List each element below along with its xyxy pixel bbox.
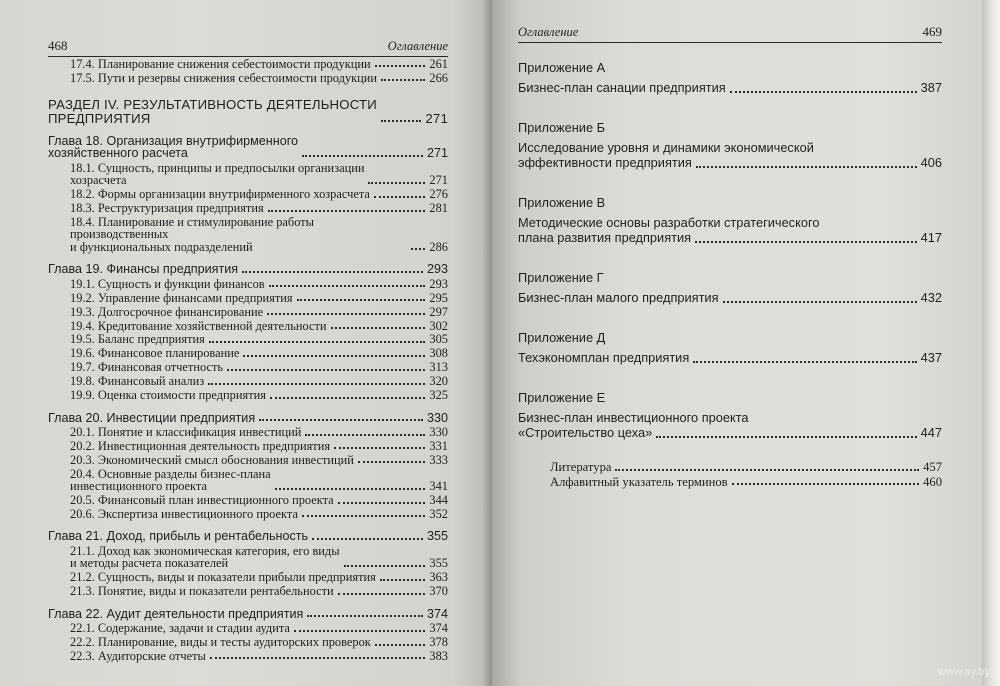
toc-appendix — [518, 270, 942, 306]
toc-page-number: 387 — [920, 80, 942, 95]
dot-leader — [411, 248, 425, 250]
appendix-label: Приложение Д — [518, 329, 606, 345]
toc-entry-title: Глава 20. Инвестиции предприятия — [48, 410, 256, 425]
toc-entry-title: 19.5. Баланс предприятия — [70, 332, 205, 347]
right-toc — [518, 60, 942, 490]
toc-subsection[interactable] — [48, 622, 448, 634]
appendix-title-line: Методические основы разработки стратегического — [518, 214, 820, 230]
dot-leader — [380, 579, 426, 581]
toc-page-number: 313 — [429, 360, 448, 375]
toc-entry-title: 20.1. Понятие и классификация инвестиций — [70, 425, 302, 440]
toc-page-number: 333 — [429, 452, 448, 467]
dot-leader — [305, 434, 425, 436]
toc-appendix — [518, 195, 942, 246]
toc-subsection[interactable] — [48, 508, 448, 520]
toc-entry-title: плана развития предприятия — [518, 229, 692, 245]
dot-leader — [267, 313, 425, 315]
appendix-title-line: Исследование уровня и динамики экономической — [518, 139, 814, 155]
toc-appendix — [518, 120, 942, 171]
toc-page-number: 378 — [429, 635, 448, 650]
toc-entry-title: 18.3. Реструктуризация предприятия — [70, 201, 264, 216]
toc-entry-title: 20.3. Экономический смысл обоснования инвестиций — [70, 452, 354, 467]
toc-page-number: 297 — [429, 304, 448, 319]
toc-chapter[interactable] — [48, 412, 448, 425]
toc-entry-title: 21.2. Сущность, виды и показатели прибыли предприятия — [70, 570, 376, 585]
toc-entry-title: 22.2. Планирование, виды и тесты аудиторских проверок — [70, 635, 371, 650]
dot-leader — [209, 341, 426, 343]
toc-subsection[interactable] — [48, 361, 448, 373]
dot-leader — [723, 301, 917, 303]
toc-page-number: 447 — [920, 424, 942, 440]
toc-entry-title: 19.9. Оценка стоимости предприятия — [70, 388, 266, 403]
dot-leader — [331, 327, 426, 329]
toc-page-number: 374 — [426, 606, 448, 621]
toc-entry-title: 18.1. Сущность, принципы и предпосылки организации хозрасчета — [70, 160, 365, 188]
dot-leader — [381, 79, 425, 81]
toc-appendix-entry[interactable] — [518, 290, 942, 306]
toc-subsection[interactable] — [48, 162, 448, 187]
toc-subsection[interactable] — [48, 585, 448, 597]
toc-entry-title: 18.4. Планирование и стимулирование работы производственных и функциональных подразделений — [70, 215, 314, 254]
toc-subsection[interactable] — [48, 545, 448, 570]
toc-page-number: 325 — [429, 388, 448, 403]
dot-leader — [334, 447, 425, 449]
toc-appendix — [518, 330, 942, 366]
toc-page-number: 266 — [429, 70, 448, 85]
toc-entry-title: Бизнес-план санации предприятия — [518, 80, 726, 95]
toc-page-number: 293 — [429, 276, 448, 291]
appendix-label: Приложение Б — [518, 119, 606, 135]
toc-entry-title: 19.4. Кредитование хозяйственной деятельности — [70, 318, 327, 333]
toc-subsection[interactable] — [48, 216, 448, 253]
toc-subsection[interactable] — [48, 292, 448, 304]
toc-page-number: 370 — [429, 584, 448, 599]
toc-entry-title: Техэкономплан предприятия — [518, 349, 690, 365]
dot-leader — [297, 299, 426, 301]
toc-page-number: 355 — [429, 556, 448, 571]
toc-page-number: 286 — [429, 239, 448, 254]
right-page — [492, 0, 982, 686]
toc-entry-title: 22.3. Аудиторские отчеты — [70, 649, 206, 664]
toc-subsection[interactable] — [48, 306, 448, 318]
toc-entry-title: 17.5. Пути и резервы снижения себестоимости продукции — [70, 70, 378, 85]
dot-leader — [730, 91, 917, 93]
toc-entry-title: 20.5. Финансовый план инвестиционного проекта — [70, 493, 334, 508]
toc-entry-title: 20.2. Инвестиционная деятельность предприятия — [70, 439, 331, 453]
appendix-label: Приложение Е — [518, 389, 606, 405]
toc-page-number: 406 — [920, 154, 942, 170]
toc-page-number: 355 — [426, 529, 448, 544]
toc-back-matter-entry[interactable] — [550, 461, 942, 474]
toc-entry-title: 19.7. Финансовая отчетность — [70, 360, 224, 375]
toc-entry-title: 22.1. Содержание, задачи и стадии аудита — [70, 621, 290, 636]
toc-entry-title: 19.6. Финансовое планирование — [70, 346, 240, 361]
dot-leader — [307, 615, 423, 617]
toc-entry-title: Литература — [550, 459, 612, 474]
toc-chapter[interactable] — [48, 530, 448, 543]
dot-leader — [375, 644, 426, 646]
toc-page-number: 271 — [425, 110, 448, 126]
dot-leader — [275, 488, 426, 490]
dot-leader — [208, 383, 425, 385]
toc-page-number: 331 — [429, 439, 448, 453]
toc-page-number: 341 — [429, 479, 448, 494]
toc-entry-title: Алфавитный указатель терминов — [550, 474, 728, 489]
toc-entry-title: Бизнес-план малого предприятия — [518, 289, 719, 305]
toc-chapter[interactable] — [48, 263, 448, 276]
toc-appendix-entry[interactable] — [518, 155, 942, 171]
left-toc — [48, 58, 448, 664]
toc-entry-title: Глава 22. Аудит деятельности предприятия — [48, 606, 304, 621]
dot-leader — [243, 355, 425, 357]
dot-leader — [375, 65, 426, 67]
toc-page-number: 261 — [429, 57, 448, 71]
dot-leader — [294, 630, 426, 632]
dot-leader — [374, 196, 425, 198]
right-running-header — [518, 24, 942, 43]
toc-page-number: 281 — [429, 201, 448, 216]
dot-leader — [615, 469, 919, 471]
toc-entry-title: Глава 19. Финансы предприятия — [48, 262, 239, 277]
toc-subsection[interactable] — [48, 636, 448, 648]
toc-entry-title: эффективности предприятия — [518, 154, 692, 170]
dot-leader — [242, 271, 423, 273]
toc-page-number: 320 — [429, 374, 448, 389]
toc-entry-title: 17.4. Планирование снижения себестоимости продукции — [70, 57, 371, 71]
toc-section[interactable] — [48, 98, 448, 124]
appendix-label: Приложение Г — [518, 269, 604, 285]
page-edge — [982, 0, 1000, 686]
toc-back-matter-entry[interactable] — [550, 476, 942, 489]
toc-subsection[interactable] — [48, 440, 448, 452]
dot-leader — [656, 436, 916, 438]
dot-leader — [302, 155, 423, 157]
toc-page-number: 383 — [429, 649, 448, 664]
toc-page-number: 374 — [429, 621, 448, 636]
toc-page-number: 271 — [426, 146, 448, 161]
toc-entry-title: 19.8. Финансовый анализ — [70, 374, 205, 389]
toc-entry-title: «Строительство цеха» — [518, 424, 653, 440]
dot-leader — [338, 502, 426, 504]
toc-entry-title: 21.1. Доход как экономическая категория, его виды и методы расчета показателей — [70, 544, 340, 571]
toc-page-number: 271 — [429, 173, 448, 188]
dot-leader — [269, 285, 426, 287]
left-running-title: Оглавление — [387, 39, 448, 53]
toc-page-number: 352 — [429, 507, 448, 522]
right-page-number: 469 — [922, 24, 942, 39]
toc-chapter[interactable] — [48, 608, 448, 621]
toc-page-number: 276 — [429, 187, 448, 202]
toc-entry-title: 21.3. Понятие, виды и показатели рентабельности — [70, 584, 334, 599]
appendix-label: Приложение А — [518, 60, 606, 75]
toc-subsection[interactable] — [48, 333, 448, 345]
toc-page-number: 305 — [429, 332, 448, 347]
dot-leader — [358, 461, 425, 463]
toc-appendix-entry[interactable] — [518, 80, 942, 96]
toc-page-number: 344 — [429, 493, 448, 508]
toc-subsection[interactable] — [48, 571, 448, 583]
toc-page-number: 417 — [920, 229, 942, 245]
toc-subsection[interactable] — [48, 375, 448, 387]
dot-leader — [270, 397, 425, 399]
dot-leader — [227, 369, 425, 371]
toc-page-number: 432 — [920, 289, 942, 305]
left-page — [0, 0, 492, 686]
watermark: www.ay.by — [938, 666, 990, 678]
toc-subsection[interactable] — [48, 72, 448, 84]
toc-entry-title: РАЗДЕЛ IV. РЕЗУЛЬТАТИВНОСТЬ ДЕЯТЕЛЬНОСТИ ПРЕДПРИЯТИЯ — [48, 97, 377, 126]
dot-leader — [344, 565, 426, 567]
toc-entry-title: 20.6. Экспертиза инвестиционного проекта — [70, 507, 298, 522]
toc-appendix — [518, 60, 942, 96]
toc-entry-title: 19.1. Сущность и функции финансов — [70, 276, 265, 291]
toc-subsection[interactable] — [48, 347, 448, 359]
dot-leader — [338, 593, 426, 595]
left-page-number: 468 — [48, 38, 68, 53]
toc-entry-title: Глава 21. Доход, прибыль и рентабельность — [48, 529, 309, 544]
right-running-title: Оглавление — [518, 25, 579, 39]
toc-subsection[interactable] — [48, 188, 448, 200]
appendix-title-line: Бизнес-план инвестиционного проекта — [518, 409, 749, 425]
toc-subsection[interactable] — [48, 389, 448, 401]
toc-page-number: 460 — [923, 474, 942, 489]
appendix-label: Приложение В — [518, 194, 606, 210]
back-matter — [518, 461, 942, 488]
dot-leader — [381, 120, 421, 122]
toc-page-number: 308 — [429, 346, 448, 361]
toc-entry-title: 19.2. Управление финансами предприятия — [70, 290, 293, 305]
dot-leader — [695, 241, 917, 243]
toc-page-number: 295 — [429, 290, 448, 305]
toc-subsection[interactable] — [48, 320, 448, 332]
left-running-header — [48, 38, 448, 57]
dot-leader — [732, 483, 919, 485]
dot-leader — [210, 657, 426, 659]
dot-leader — [696, 166, 917, 168]
toc-chapter[interactable] — [48, 135, 448, 160]
dot-leader — [259, 419, 423, 421]
toc-entry-title: 19.3. Долгосрочное финансирование — [70, 304, 264, 319]
toc-subsection[interactable] — [48, 454, 448, 466]
toc-appendix-entry[interactable] — [518, 230, 942, 246]
toc-page-number: 302 — [429, 318, 448, 333]
toc-subsection[interactable] — [48, 650, 448, 662]
dot-leader — [302, 515, 425, 517]
toc-page-number: 330 — [426, 410, 448, 425]
toc-page-number: 437 — [920, 349, 942, 365]
toc-page-number: 293 — [426, 262, 448, 277]
toc-appendix-entry[interactable] — [518, 350, 942, 366]
toc-page-number: 457 — [923, 459, 942, 474]
toc-entry-title: Глава 18. Организация внутрифирменного хозяйственного расчета — [48, 133, 299, 161]
toc-subsection[interactable] — [48, 426, 448, 438]
dot-leader — [368, 182, 425, 184]
dot-leader — [693, 361, 916, 363]
toc-entry-title: 20.4. Основные разделы бизнес-плана инвестиционного проекта — [70, 466, 271, 494]
toc-subsection[interactable] — [48, 468, 448, 493]
toc-subsection[interactable] — [48, 58, 448, 70]
toc-subsection[interactable] — [48, 278, 448, 290]
toc-entry-title: 18.2. Формы организации внутрифирменного хозрасчета — [70, 187, 370, 202]
toc-subsection[interactable] — [48, 202, 448, 214]
toc-appendix-entry[interactable] — [518, 425, 942, 441]
toc-subsection[interactable] — [48, 494, 448, 506]
toc-appendix — [518, 390, 942, 441]
dot-leader — [268, 210, 426, 212]
dot-leader — [312, 538, 423, 540]
toc-page-number: 363 — [429, 570, 448, 585]
toc-page-number: 330 — [429, 425, 448, 440]
